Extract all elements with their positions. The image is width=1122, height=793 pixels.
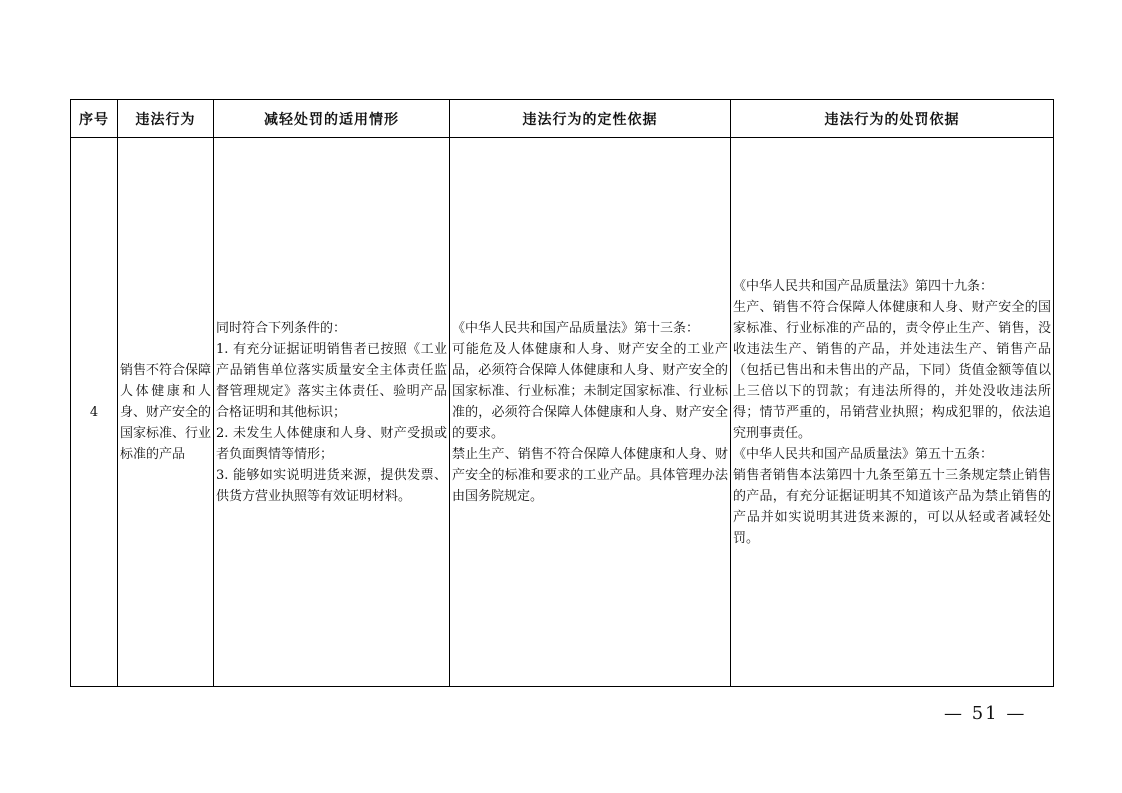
cell-qualitative-basis bbox=[450, 138, 731, 687]
header-mitigation: 减轻处罚的适用情形 bbox=[214, 100, 450, 138]
mitigation-condition-2: 2. 未发生人体健康和人身、财产受损或者负面舆情等情形； bbox=[216, 425, 447, 462]
qualitative-paragraph-1: 可能危及人体健康和人身、财产安全的工业产品，必须符合保障人体健康和人身、财产安全的国家标准、行业标准；未制定国家标准、行业标准的，必须符合保障人体健康和人身、财产安全的要求。 bbox=[452, 341, 728, 441]
qualitative-paragraph-2: 禁止生产、销售不符合保障人体健康和人身、财产安全的标准和要求的工业产品。具体管理办法由国务院规定。 bbox=[452, 446, 728, 504]
mitigation-condition-3: 3. 能够如实说明进货来源，提供发票、供货方营业执照等有效证明材料。 bbox=[216, 467, 447, 504]
qualitative-law-title: 《中华人民共和国产品质量法》第十三条： bbox=[452, 320, 700, 336]
mitigation-intro: 同时符合下列条件的： bbox=[216, 320, 347, 336]
cell-penalty-basis bbox=[731, 138, 1054, 687]
header-qualitative-basis: 违法行为的定性依据 bbox=[450, 100, 731, 138]
penalty-law-title-1: 《中华人民共和国产品质量法》第四十九条： bbox=[733, 278, 994, 294]
row-number: 4 bbox=[89, 404, 99, 420]
mitigation-text bbox=[214, 318, 449, 507]
cell-no bbox=[71, 138, 118, 687]
table-header-row bbox=[71, 100, 1054, 138]
cell-violation bbox=[118, 138, 214, 687]
penalty-table bbox=[70, 99, 1054, 687]
penalty-paragraph-1: 生产、销售不符合保障人体健康和人身、财产安全的国家标准、行业标准的产品的，责令停止生产、销售，没收违法生产、销售的产品，并处违法生产、销售产品（包括已售出和未售出的产品，下同）货值金额等值以上三倍以下的罚款；有违法所得的，并处没收违法所得；情节严重的，吊销营业执照；构成犯罪的，依法追究刑事责任。 bbox=[733, 299, 1051, 441]
violation-text: 销售不符合保障人体健康和人身、财产安全的国家标准、行业标准的产品 bbox=[120, 362, 212, 462]
table-row bbox=[71, 138, 1054, 687]
header-violation: 违法行为 bbox=[118, 100, 214, 138]
header-penalty-basis: 违法行为的处罚依据 bbox=[731, 100, 1054, 138]
cell-mitigation bbox=[214, 138, 450, 687]
qualitative-basis-text bbox=[450, 318, 730, 507]
penalty-law-title-2: 《中华人民共和国产品质量法》第五十五条： bbox=[733, 446, 994, 462]
page-number: — 51 — bbox=[944, 703, 1027, 724]
penalty-basis-text bbox=[731, 276, 1053, 549]
penalty-paragraph-2: 销售者销售本法第四十九条至第五十三条规定禁止销售的产品，有充分证据证明其不知道该产品为禁止销售的产品并如实说明其进货来源的，可以从轻或者减轻处罚。 bbox=[733, 467, 1051, 546]
mitigation-condition-1: 1. 有充分证据证明销售者已按照《工业产品销售单位落实质量安全主体责任监督管理规定》落实主体责任、验明产品合格证明和其他标识； bbox=[216, 341, 447, 420]
header-no: 序号 bbox=[71, 100, 118, 138]
